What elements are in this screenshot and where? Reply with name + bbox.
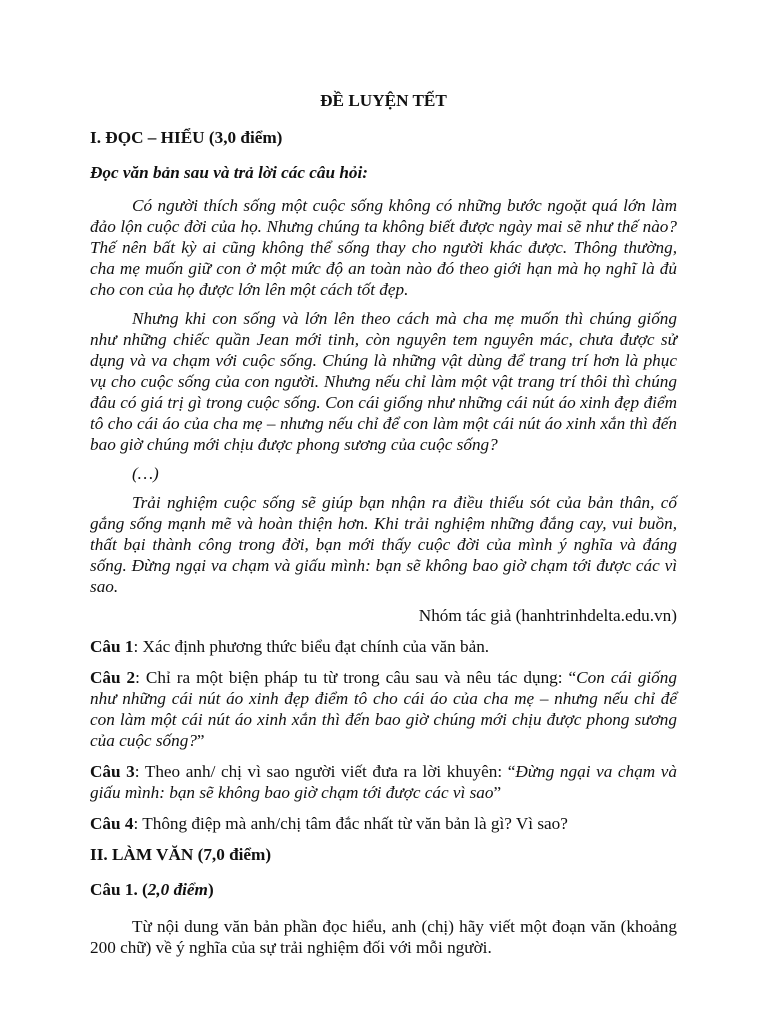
question-3-quote-end: ” [493, 783, 502, 802]
writing-question-label [90, 879, 677, 900]
question-4-text: : Thông điệp mà anh/chị tâm đắc nhất từ văn bản là gì? Vì sao? [133, 814, 568, 833]
question-2-text: : Chỉ ra một biện pháp tu từ trong câu sau và nêu tác dụng: “ [135, 668, 577, 687]
section-writing-heading: II. LÀM VĂN (7,0 điểm) [90, 845, 272, 864]
question-2-quote-end: ” [196, 731, 205, 750]
writing-close: ) [207, 880, 214, 899]
writing-label: Câu 1. ( [90, 880, 148, 899]
question-1 [90, 636, 677, 657]
question-4 [90, 813, 677, 834]
question-2-label: Câu 2 [90, 668, 136, 687]
question-3-quote: Đừng ngại va chạm và giấu mình: bạn sẽ không bao giờ chạm tới được các vì sao [90, 762, 677, 802]
passage-paragraph-1: Có người thích sống một cuộc sống không có những bước ngoặt quá lớn làm đảo lộn cuộc đời của họ. Nhưng chúng ta không biết được ngày mai sẽ như thế nào? Thế nên bất kỳ ai cũng không thể sống thay cho người khác được. Thông thường, cha mẹ muốn giữ con ở một mức độ an toàn nào đó theo giới hạn mà họ nghĩ là đủ cho con của họ được lớn lên một cách tốt đẹp. [90, 196, 677, 299]
passage-source: Nhóm tác giả (hanhtrinhdelta.edu.vn) [418, 606, 677, 625]
passage-paragraph-2: Nhưng khi con sống và lớn lên theo cách mà cha mẹ muốn thì chúng giống như những chiếc quần Jean mới tinh, còn nguyên tem nguyên mác, chưa được sử dụng và va chạm với cuộc sống. Chúng là những vật dùng để trang trí hơn là phục vụ cho cuộc sống của con người. Nhưng nếu chỉ làm một vật trang trí thôi thì chúng đâu có giá trị gì trong cuộc sống. Con cái giống như những cái nút áo xinh đẹp điểm tô cho cái áo của cha mẹ – nhưng nếu chỉ để con làm một cái nút áo xinh xắn thì đến bao giờ chúng mới chịu được phong sương của cuộc sống? [90, 309, 677, 454]
writing-points: 2,0 điểm [147, 880, 208, 899]
writing-task: Từ nội dung văn bản phần đọc hiểu, anh (chị) hãy viết một đoạn văn (khoảng 200 chữ) về ý nghĩa của sự trải nghiệm đối với mỗi người. [90, 917, 677, 957]
question-3 [90, 761, 677, 803]
question-1-text: : Xác định phương thức biểu đạt chính của văn bản. [133, 637, 490, 656]
question-4-label: Câu 4 [90, 814, 134, 833]
document-content [90, 90, 677, 958]
reading-instruction: Đọc văn bản sau và trả lời các câu hỏi: [90, 163, 369, 182]
question-1-label: Câu 1 [90, 637, 134, 656]
document-title: ĐỀ LUYỆN TẾT [320, 91, 447, 110]
question-2 [90, 667, 677, 751]
passage-ellipsis: (…) [132, 464, 159, 483]
passage-paragraph-3: Trải nghiệm cuộc sống sẽ giúp bạn nhận ra điều thiếu sót của bản thân, cố gắng sống mạnh mẽ và hoàn thiện hơn. Khi trải nghiệm những đắng cay, vui buồn, thất bại thành công trong đời, bạn mới thấy cuộc đời của mình ý nghĩa và đáng sống. Đừng ngại va chạm và giấu mình: bạn sẽ không bao giờ chạm tới được các vì sao. [90, 493, 677, 596]
question-3-text: : Theo anh/ chị vì sao người viết đưa ra lời khuyên: “ [134, 762, 516, 781]
question-2-quote: Con cái giống như những cái nút áo xinh đẹp điểm tô cho cái áo của cha mẹ – nhưng nếu chỉ để con làm một cái nút áo xinh xắn thì đến bao giờ chúng mới chịu được phong sương của cuộc sống? [90, 668, 677, 750]
question-3-label: Câu 3 [90, 762, 135, 781]
section-reading-heading: I. ĐỌC – HIỂU (3,0 điểm) [90, 128, 283, 147]
